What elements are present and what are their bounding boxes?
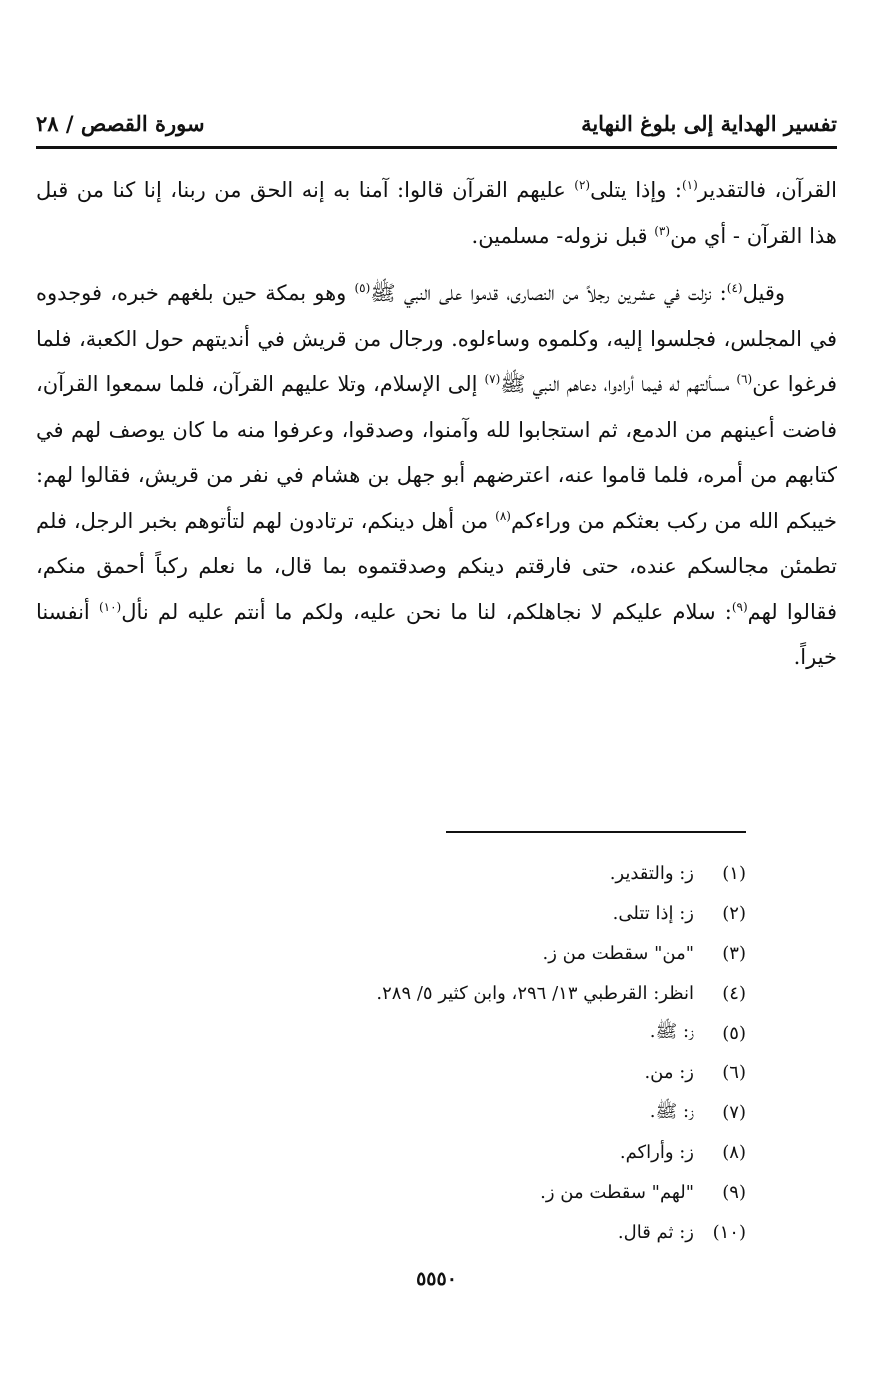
footnote-item	[226, 894, 746, 934]
footnote-ref[interactable]: (٥)	[354, 281, 371, 295]
footnote-ref[interactable]: (٩)	[731, 599, 748, 614]
footnote-ref[interactable]: (٧)	[484, 372, 501, 386]
footnote-number: (٨)	[722, 1141, 746, 1163]
footnote-number: (٢)	[722, 903, 746, 925]
footnote-ref[interactable]: (٢)	[574, 178, 591, 192]
footnote-number: (٦)	[722, 1062, 746, 1084]
footnote-text: ز: ﷺ.	[649, 1100, 694, 1122]
footnote-item	[226, 1172, 746, 1212]
footnote-ref[interactable]: (٤)	[726, 281, 743, 295]
footnote-text: ز: من.	[644, 1062, 694, 1084]
text-segment: إلى الإسلام، وتلا عليهم القرآن، فلما سمعوا القرآن، فاضت أعينهم من الدمع، ثم استجابوا لله وآمنوا، وصدقوا، وعرفوا منه ما كان يوصف لهم في كتابهم من أمره، فلما قاموا عنه، اعترضهم أبو جهل بن هشام في نفر من قريش، فقالوا لهم: خيبكم الله من ركب بعثكم من وراءكم	[36, 372, 837, 533]
main-text	[36, 168, 837, 681]
text-segment: القرآن، فالتقدير	[697, 178, 837, 202]
footnote-item	[226, 1053, 746, 1093]
footnote-number: (٥)	[722, 1022, 746, 1044]
footnote-text: ز: والتقدير.	[609, 863, 694, 885]
footnote-item	[226, 1013, 746, 1053]
footnote-number: (٣)	[722, 942, 746, 964]
page-number: ٥٥٥٠	[416, 1268, 457, 1290]
footnote-ref[interactable]: (١٠)	[98, 599, 122, 614]
text-segment: وقيل	[742, 281, 786, 305]
footnote-text: ز: ﷺ.	[649, 1021, 694, 1043]
footnotes	[226, 854, 746, 1252]
text-segment: مسألتهم له فيما أرادوا، دعاهم النبي ﷺ	[500, 372, 737, 396]
footnote-text: "لهم" سقطت من ز.	[540, 1181, 694, 1203]
paragraph	[36, 168, 837, 259]
footnote-item	[226, 1093, 746, 1133]
text-segment: قبل نزوله- مسلمين.	[471, 223, 655, 248]
text-segment: عليهم القرآن قالوا: آمنا به إنه الحق من ربنا، إنا كنا من قبل هذا القرآن - أي من	[36, 178, 837, 248]
footnote-item	[226, 1133, 746, 1173]
footnote-text: ز: وأراكم.	[619, 1141, 694, 1163]
footnote-number: (١)	[722, 863, 746, 885]
footnote-text: انظر: القرطبي ١٣/ ٢٩٦، وابن كثير ٥/ ٢٨٩.	[376, 982, 694, 1004]
footnote-ref[interactable]: (٨)	[495, 508, 511, 523]
text-segment: وهو بمكة حين بلغهم خبره، فوجدوه في المجلس، فجلسوا إليه، وكلموه وساءلوه. ورجال من قريش في أنديتهم حول الكعبة، فلما فرغوا عن	[36, 281, 838, 396]
footnote-ref[interactable]: (٣)	[654, 223, 671, 238]
footnote-number: (٩)	[722, 1181, 746, 1203]
footnote-rule	[446, 831, 746, 833]
text-segment: : سلام عليكم لا نجاهلكم، لنا ما نحن عليه، ولكم ما أنتم عليه لم نأل	[121, 599, 732, 624]
footnote-ref[interactable]: (١)	[681, 178, 698, 192]
footnote-text: "من" سقطت من ز.	[542, 942, 694, 964]
text-segment: : وإذا يتلى	[590, 178, 682, 202]
footnote-number: (١٠)	[712, 1221, 746, 1243]
paragraph	[36, 271, 837, 681]
footnote-text: ز: إذا تتلى.	[612, 903, 694, 925]
surah-label: سورة القصص / ٢٨	[36, 110, 205, 136]
header-rule	[36, 146, 837, 149]
running-header	[36, 103, 837, 143]
text-segment: من أهل دينكم، ترتادون لهم لتأتوهم بخبر الرجل، فلم تطمئن مجالسكم عنده، حتى فارقتم دينكم وصدقتموه بما قال، ما نعلم ركباً أحمق منكم، فقالوا لهم	[36, 508, 838, 624]
footnote-item	[226, 1212, 746, 1252]
footnote-number: (٤)	[722, 982, 746, 1004]
footnote-number: (٧)	[722, 1102, 746, 1124]
text-segment: : نزلت في عشرين رجلاً من النصارى، قدموا على النبي ﷺ	[370, 281, 727, 305]
footnote-ref[interactable]: (٦)	[736, 372, 753, 386]
footnote-item	[226, 934, 746, 974]
footnote-item	[226, 973, 746, 1013]
footnote-item	[226, 854, 746, 894]
book-title: تفسير الهداية إلى بلوغ النهاية	[581, 110, 837, 136]
text-segment: أنفسنا خيراً.	[36, 599, 837, 669]
footnote-text: ز: ثم قال.	[617, 1221, 694, 1243]
